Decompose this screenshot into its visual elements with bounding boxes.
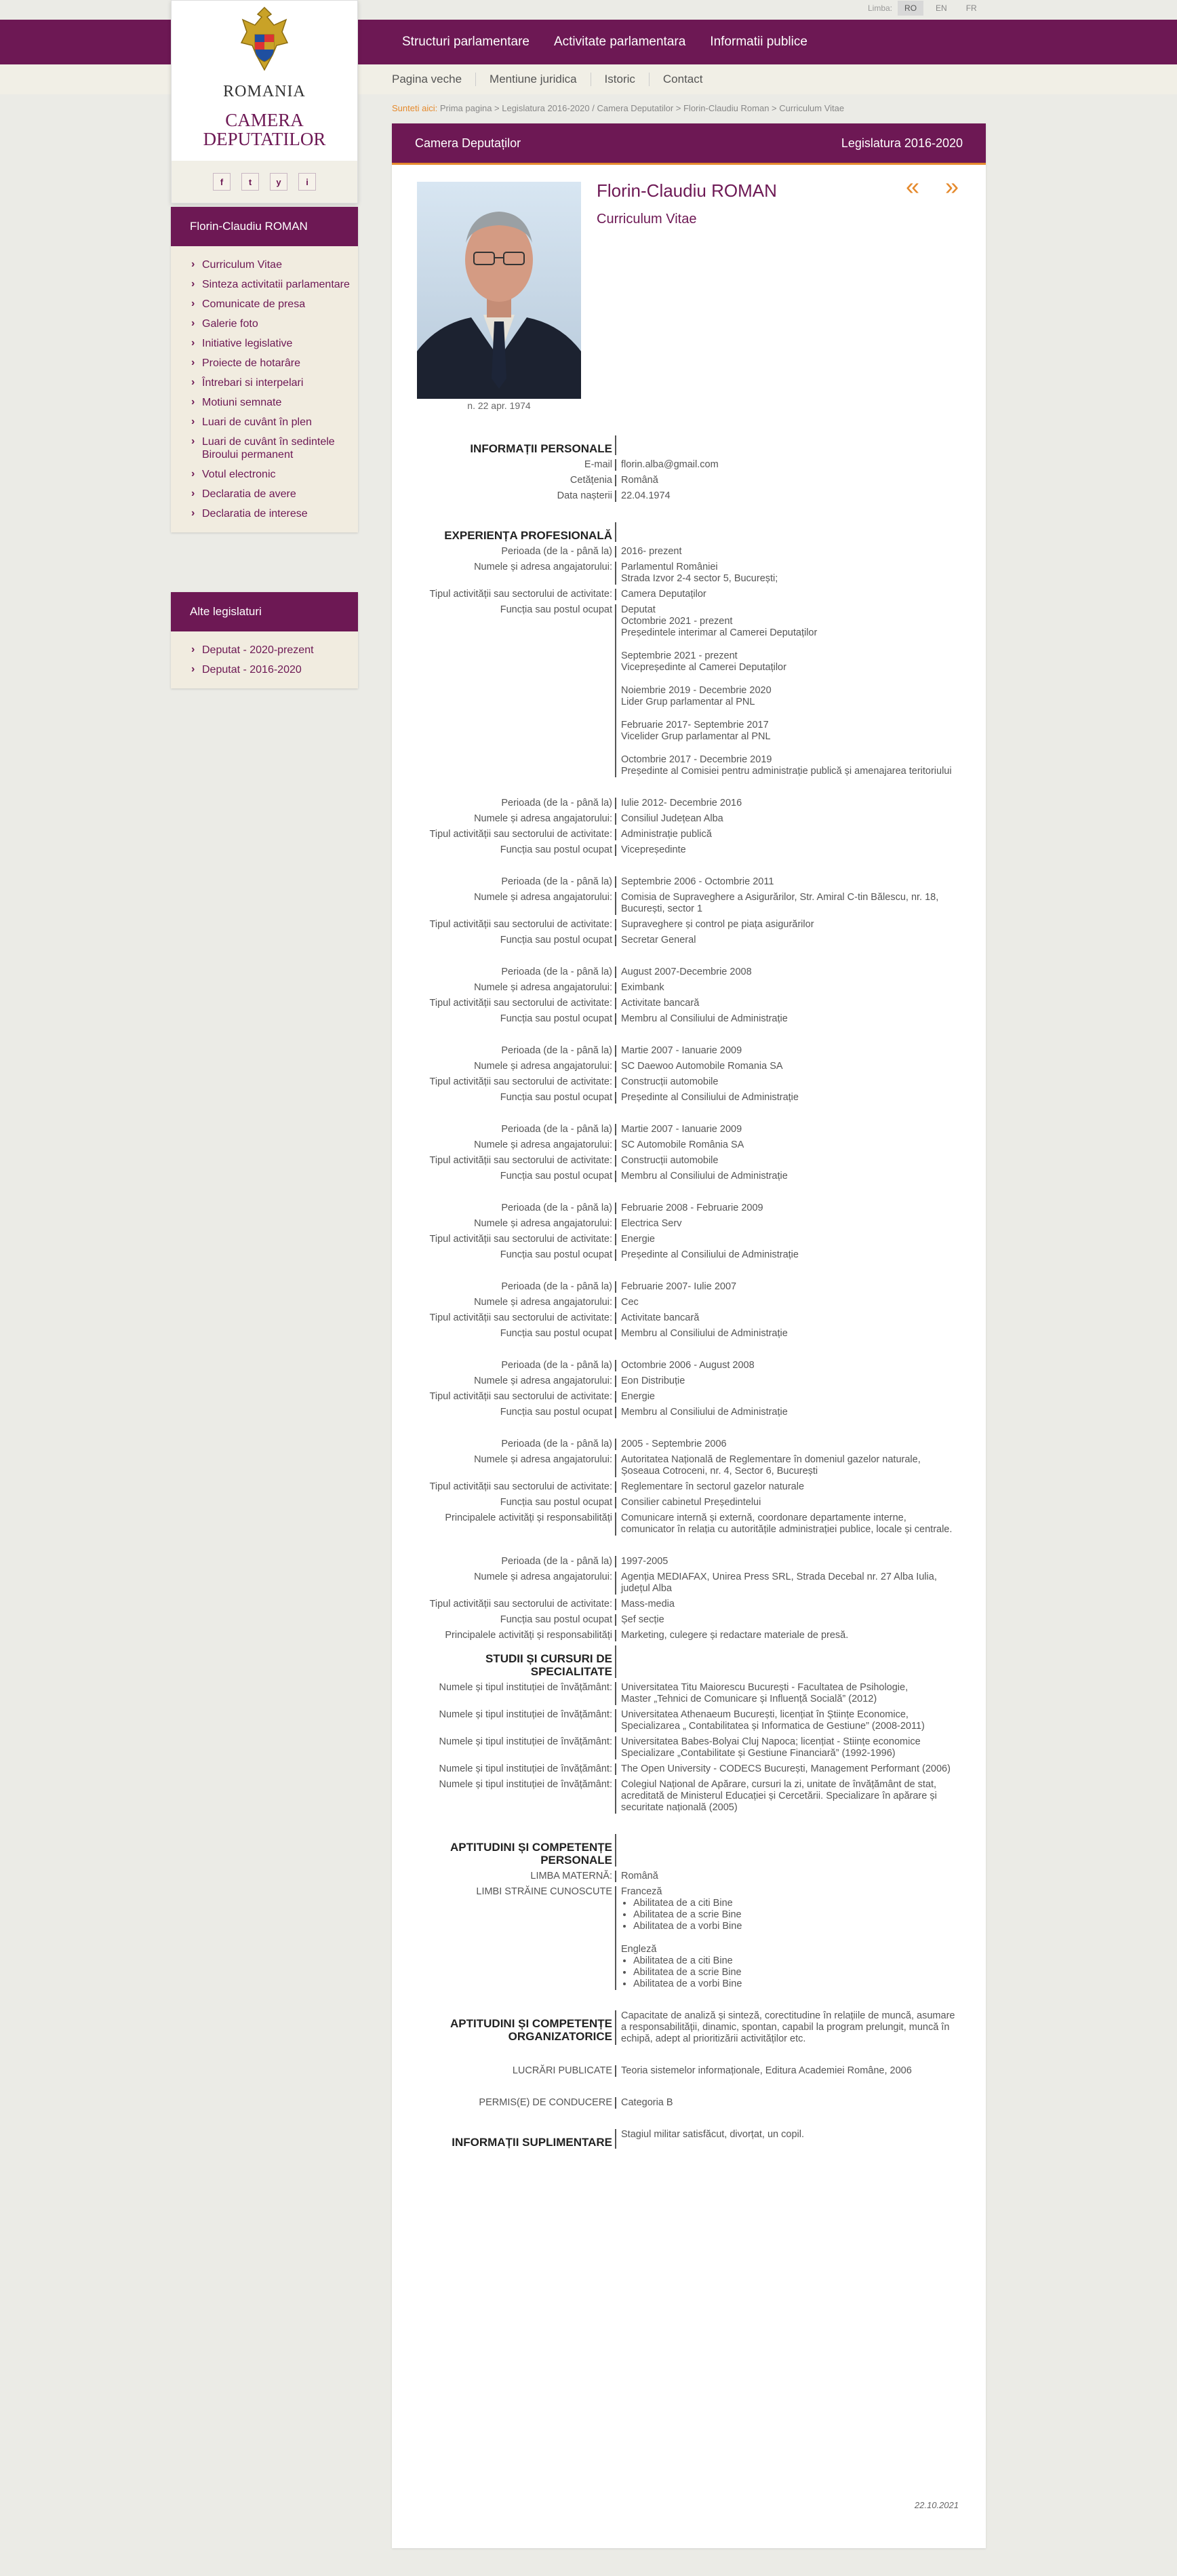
- cv-value: 22.04.1974: [621, 490, 671, 501]
- cv-label: Numele și adresa angajatorului:: [474, 1454, 612, 1465]
- cv-row: [419, 1328, 961, 1340]
- cv-row: [419, 876, 961, 888]
- cv-row: [419, 1709, 961, 1732]
- cv-value: Martie 2007 - Ianuarie 2009: [621, 1124, 742, 1135]
- cv-row: [419, 1124, 961, 1135]
- cv-label: Numele și adresa angajatorului:: [474, 892, 612, 903]
- language-skill: • Abilitatea de a scrie Bine: [633, 1909, 957, 1921]
- cv-value: SC Automobile România SA: [621, 1139, 744, 1150]
- cv-section-header: [419, 2010, 961, 2045]
- language-name: Engleză: [621, 1944, 657, 1955]
- cv-value: SC Daewoo Automobile Romania SA: [621, 1061, 783, 1072]
- cv-row: [419, 1249, 961, 1261]
- panel-header-left: Camera Deputaților: [415, 136, 521, 150]
- cv-row: [419, 1439, 961, 1450]
- cv-row: [419, 1076, 961, 1088]
- sidebar-item[interactable]: › Sinteza activitatii parlamentare: [191, 275, 358, 295]
- page-subtitle: Curriculum Vitae: [597, 212, 697, 227]
- cv-value: Februarie 2008 - Februarie 2009: [621, 1203, 763, 1213]
- logo-institution: CAMERA DEPUTATILOR: [203, 110, 326, 149]
- cv-row: [419, 589, 961, 600]
- cv-label: Tipul activității sau sectorului de activitate:: [429, 998, 612, 1009]
- cv-value: Categoria B: [621, 2097, 673, 2108]
- cv-label: Tipul activității sau sectorului de activitate:: [429, 1155, 612, 1166]
- cv-row: [419, 1375, 961, 1387]
- cv-value: Președinte al Consiliului de Administrație: [621, 1249, 799, 1260]
- youtube-icon[interactable]: y: [270, 173, 287, 191]
- cv-label: Numele și adresa angajatorului:: [474, 1218, 612, 1229]
- cv-label: Funcția sau postul ocupat: [500, 1407, 612, 1418]
- cv-label: Numele și tipul instituției de învățământ:: [439, 1779, 612, 1790]
- cv-row: [419, 1572, 961, 1595]
- cv-label: Tipul activității sau sectorului de activitate:: [429, 919, 612, 930]
- social-links: [172, 161, 357, 203]
- cv-row: [419, 1481, 961, 1493]
- nav-contact[interactable]: Contact: [649, 73, 717, 86]
- cv-row: [419, 1513, 961, 1536]
- cv-row: [419, 829, 961, 840]
- cv-row: [419, 1013, 961, 1025]
- sidebar-item[interactable]: › Proiecte de hotarâre: [191, 354, 358, 374]
- cv-value: Marketing, culegere și redactare materiale de presă.: [621, 1630, 849, 1641]
- breadcrumb-label: Sunteti aici:: [392, 103, 438, 113]
- breadcrumb: [392, 103, 844, 113]
- cv-row: [419, 1454, 961, 1477]
- cv-value: Energie: [621, 1234, 655, 1245]
- cv-label: Numele și tipul instituției de învățământ:: [439, 1709, 612, 1720]
- cv-value: Construcții automobile: [621, 1155, 719, 1166]
- cv-value: Octombrie 2006 - August 2008: [621, 1360, 755, 1371]
- cv-label: Perioada (de la - până la): [501, 798, 612, 808]
- deputy-name: Florin-Claudiu ROMAN: [597, 180, 777, 201]
- cv-value: 2016- prezent: [621, 546, 682, 557]
- sidebar-item[interactable]: › Declaratia de avere: [191, 485, 358, 505]
- sidebar-item[interactable]: › Curriculum Vitae: [191, 256, 358, 275]
- cv-value: Membru al Consiliului de Administrație: [621, 1328, 788, 1339]
- nav-informatii-publice[interactable]: Informatii publice: [710, 35, 807, 49]
- cv-label: Numele și tipul instituției de învățământ:: [439, 1682, 612, 1693]
- sidebar-item[interactable]: › Motiuni semnate: [191, 393, 358, 413]
- cv-label: Numele și tipul instituției de învățământ:: [439, 1736, 612, 1747]
- cv-label: Tipul activității sau sectorului de activitate:: [429, 1481, 612, 1492]
- cv-label: Perioada (de la - până la): [501, 1203, 612, 1213]
- cv-value: Comunicare internă și externă, coordonare departamente interne, comunicator în relația cu autoritățile administrației publice, locale și centrale.: [621, 1513, 953, 1535]
- cv-label: Tipul activității sau sectorului de activitate:: [429, 1234, 612, 1245]
- cv-label: E-mail: [584, 459, 612, 470]
- sidebar-title: Florin-Claudiu ROMAN: [171, 207, 358, 246]
- lang-en[interactable]: EN: [936, 3, 947, 13]
- cv-label: Funcția sau postul ocupat: [500, 844, 612, 855]
- coat-of-arms-icon: [232, 5, 297, 79]
- cv-row: [419, 1556, 961, 1567]
- cv-value: [618, 1645, 957, 1678]
- cv-value: Administrație publică: [621, 829, 712, 840]
- cv-label: Numele și tipul instituției de învățământ:: [439, 1763, 612, 1774]
- cv-label: Tipul activității sau sectorului de activitate:: [429, 589, 612, 600]
- cv-row: [419, 1391, 961, 1403]
- cv-row: [419, 1871, 961, 1882]
- cv-row: [419, 844, 961, 856]
- cv-row: [419, 998, 961, 1009]
- update-date: 22.10.2021: [914, 2500, 959, 2510]
- cv-label: Numele și adresa angajatorului:: [474, 982, 612, 993]
- cv-label: Principalele activități și responsabilități: [445, 1630, 612, 1641]
- cv-value: Eon Distribuție: [621, 1375, 685, 1386]
- nav-istoric[interactable]: Istoric: [591, 73, 649, 86]
- cv-label: Perioada (de la - până la): [501, 1556, 612, 1567]
- cv-label: INFORMAȚII PERSONALE: [470, 442, 612, 455]
- legislatures-sidebar: [171, 592, 358, 688]
- cv-row: [419, 2065, 961, 2077]
- cv-value: Construcții automobile: [621, 1076, 719, 1087]
- cv-value: Septembrie 2006 - Octombrie 2011: [621, 876, 774, 887]
- cv-row: [419, 1599, 961, 1610]
- cv-label: Funcția sau postul ocupat: [500, 1171, 612, 1182]
- deputy-photo: [417, 182, 581, 399]
- sidebar-item[interactable]: › Initiative legislative: [191, 334, 358, 354]
- cv-value: Electrica Serv: [621, 1218, 682, 1229]
- cv-row: [419, 935, 961, 946]
- language-selector: [868, 0, 989, 16]
- instagram-icon[interactable]: i: [298, 173, 316, 191]
- cv-label: APTITUDINI ȘI COMPETENȚE ORGANIZATORICE: [450, 2017, 612, 2043]
- facebook-icon[interactable]: f: [213, 173, 231, 191]
- cv-row: [419, 1139, 961, 1151]
- cv-label: Tipul activității sau sectorului de activitate:: [429, 1391, 612, 1402]
- cv-label: Numele și adresa angajatorului:: [474, 813, 612, 824]
- cv-value: Română: [621, 475, 658, 486]
- prev-next-arrows[interactable]: « »: [906, 172, 969, 200]
- cv-row: [419, 1203, 961, 1214]
- cv-section-header: [419, 435, 961, 455]
- cv-row: [419, 982, 961, 994]
- cv-label: Funcția sau postul ocupat: [500, 1614, 612, 1625]
- curriculum-vitae: [419, 435, 961, 2153]
- panel-accent-bar: [392, 163, 986, 165]
- cv-label: Tipul activității sau sectorului de activitate:: [429, 1312, 612, 1323]
- cv-section-header: [419, 522, 961, 542]
- cv-label: Cetățenia: [570, 475, 612, 486]
- cv-value: Autoritatea Națională de Reglementare în domeniul gazelor naturale, Șoseaua Cotroceni, nr. 4, Sector 6, București: [621, 1454, 921, 1477]
- lang-ro[interactable]: RO: [898, 1, 923, 16]
- cv-value: Comisia de Supraveghere a Asigurărilor, Str. Amiral C-tin Bălescu, nr. 18, București, sector 1: [621, 892, 939, 914]
- sidebar-item[interactable]: › Întrebari si interpelari: [191, 374, 358, 393]
- cv-row: [419, 1234, 961, 1245]
- language-skill: • Abilitatea de a vorbi Bine: [633, 1978, 957, 1990]
- cv-label: Funcția sau postul ocupat: [500, 1328, 612, 1339]
- cv-value: florin.alba@gmail.com: [621, 459, 719, 470]
- cv-label: PERMIS(E) DE CONDUCERE: [479, 2097, 612, 2108]
- cv-label: Funcția sau postul ocupat: [500, 1249, 612, 1260]
- sidebar-item[interactable]: › Luari de cuvânt în plen: [191, 413, 358, 433]
- cv-row: [419, 813, 961, 825]
- cv-value: Parlamentul României Strada Izvor 2-4 sector 5, București;: [621, 562, 778, 584]
- cv-value: Universitatea Babes-Bolyai Cluj Napoca; licențiat - Stiințe economice Specializare „Contabilitate și Gestiune Financiară” (1992-1996): [621, 1736, 921, 1759]
- cv-value: Universitatea Titu Maiorescu București - Facultatea de Psihologie, Master „Tehnici de Comunicare și Influență Socială” (2012): [621, 1682, 909, 1704]
- cv-label: Numele și adresa angajatorului:: [474, 1297, 612, 1308]
- cv-row: [419, 1092, 961, 1104]
- cv-row: [419, 546, 961, 558]
- language-skill: • Abilitatea de a citi Bine: [633, 1955, 957, 1967]
- cv-label: Numele și adresa angajatorului:: [474, 1375, 612, 1386]
- photo-caption: n. 22 apr. 1974: [467, 400, 531, 411]
- cv-row: [419, 1682, 961, 1705]
- cv-label: Data nașterii: [557, 490, 612, 501]
- cv-row: [419, 1360, 961, 1371]
- cv-label: APTITUDINI ȘI COMPETENȚE PERSONALE: [450, 1841, 612, 1867]
- cv-row: [419, 1171, 961, 1182]
- cv-row: [419, 1497, 961, 1508]
- main-navigation: [402, 20, 832, 64]
- cv-value: [618, 1886, 957, 1990]
- cv-row: [419, 459, 961, 471]
- cv-row: [419, 1155, 961, 1167]
- cv-row: [419, 1779, 961, 1814]
- cv-label: Funcția sau postul ocupat: [500, 604, 612, 615]
- cv-value: Consiliul Județean Alba: [621, 813, 723, 824]
- sidebar-item[interactable]: › Declaratia de interese: [191, 505, 358, 524]
- cv-value: Supraveghere și control pe piața asigurărilor: [621, 919, 814, 930]
- deputy-sidebar: [171, 207, 358, 532]
- cv-label: LIMBI STRĂINE CUNOSCUTE: [476, 1886, 612, 1897]
- cv-label: Perioada (de la - până la): [501, 1439, 612, 1449]
- nav-structuri-parlamentare[interactable]: Structuri parlamentare: [402, 35, 530, 49]
- cv-value: Februarie 2007- Iulie 2007: [621, 1281, 737, 1292]
- panel-header: [392, 123, 986, 163]
- cv-value: Activitate bancară: [621, 998, 700, 1009]
- cv-row: [419, 1886, 961, 1990]
- cv-label: Numele și adresa angajatorului:: [474, 1572, 612, 1582]
- cv-row: [419, 1312, 961, 1324]
- cv-value: Mass-media: [621, 1599, 675, 1609]
- twitter-icon[interactable]: t: [241, 173, 259, 191]
- cv-row: [419, 1281, 961, 1293]
- breadcrumb-path[interactable]: Prima pagina > Legislatura 2016-2020 / Camera Deputatilor > Florin-Claudiu Roman > Curriculum Vitae: [439, 103, 845, 113]
- cv-value: Vicepreședinte: [621, 844, 686, 855]
- sidebar-item[interactable]: › Luari de cuvânt în sedintele Biroului permanent: [191, 433, 358, 465]
- cv-label: INFORMAȚII SUPLIMENTARE: [452, 2136, 612, 2149]
- cv-value: Teoria sistemelor informaționale, Editura Academiei Române, 2006: [621, 2065, 912, 2076]
- cv-value: Română: [621, 1871, 658, 1881]
- cv-label: EXPERIENȚA PROFESIONALĂ: [444, 529, 612, 542]
- cv-section-header: [419, 1645, 961, 1678]
- lang-fr[interactable]: FR: [965, 3, 977, 13]
- cv-value: [618, 1834, 957, 1867]
- cv-row: [419, 1630, 961, 1641]
- cv-label: Funcția sau postul ocupat: [500, 1497, 612, 1508]
- cv-label: Numele și adresa angajatorului:: [474, 562, 612, 572]
- language-skill: • Abilitatea de a scrie Bine: [633, 1967, 957, 1978]
- cv-label: Perioada (de la - până la): [501, 967, 612, 977]
- nav-activitate-parlamentara[interactable]: Activitate parlamentara: [553, 35, 686, 49]
- cv-label: Perioada (de la - până la): [501, 1045, 612, 1056]
- cv-value: The Open University - CODECS București, Management Performant (2006): [621, 1763, 951, 1774]
- cv-value: 2005 - Septembrie 2006: [621, 1439, 727, 1449]
- cv-value: Capacitate de analiză și sinteză, corectitudine în relațiile de muncă, asumare a responsabilității, dinamic, spontan, capabil la program prelungit, muncă în echipă, adept al prioritizării activităților etc.: [621, 2010, 955, 2044]
- language-skills: [621, 1898, 957, 1932]
- cv-row: [419, 1297, 961, 1308]
- cv-value: Reglementare în sectorul gazelor naturale: [621, 1481, 805, 1492]
- cv-value: Stagiul militar satisfăcut, divorțat, un copil.: [621, 2129, 804, 2140]
- cv-value: Șef secție: [621, 1614, 664, 1625]
- language-name: Franceză: [621, 1886, 662, 1897]
- cv-value: [618, 522, 957, 542]
- legislatures-menu: [171, 631, 358, 688]
- cv-row: [419, 1614, 961, 1626]
- cv-label: Tipul activității sau sectorului de activitate:: [429, 1076, 612, 1087]
- cv-row: [419, 1218, 961, 1230]
- panel-header-right: Legislatura 2016-2020: [841, 136, 963, 150]
- cv-value: Președinte al Consiliului de Administrație: [621, 1092, 799, 1103]
- cv-value: Secretar General: [621, 935, 696, 945]
- cv-row: [419, 490, 961, 502]
- cv-value: August 2007-Decembrie 2008: [621, 967, 752, 977]
- legislature-item[interactable]: › Deputat - 2020-prezent: [191, 641, 358, 661]
- cv-label: Numele și adresa angajatorului:: [474, 1139, 612, 1150]
- cv-row: [419, 2097, 961, 2109]
- language-label: Limba:: [868, 3, 893, 13]
- cv-row: [419, 967, 961, 978]
- cv-value: Colegiul Național de Apărare, cursuri la zi, unitate de învățământ de stat, acreditată de Ministerul Educației și Cercetării. Specializare în apărare și securitate națională (2005): [621, 1779, 937, 1813]
- cv-row: [419, 1736, 961, 1759]
- cv-section-header: [419, 1834, 961, 1867]
- cv-value: Camera Deputaților: [621, 589, 706, 600]
- legislature-item[interactable]: › Deputat - 2016-2020: [191, 661, 358, 680]
- language-skill: • Abilitatea de a citi Bine: [633, 1898, 957, 1909]
- language-skill: • Abilitatea de a vorbi Bine: [633, 1921, 957, 1932]
- logo-country: ROMANIA: [223, 83, 306, 100]
- cv-label: Funcția sau postul ocupat: [500, 935, 612, 945]
- cv-value: Deputat Octombrie 2021 - prezent Președintele interimar al Camerei Deputaților Septembrie 2021 - prezent Vicepreședinte al Camerei Deputaților Noiembrie 2019 - Decembrie 2020 Lider Grup parlamentar al PNL Februarie 2017- Septembrie 2017 Vicelider Grup parlamentar al PNL Octombrie 2017 - Decembrie 2019 Președinte al Comisiei pentru administrație publică și amenajarea teritoriului: [621, 604, 952, 777]
- cv-value: Activitate bancară: [621, 1312, 700, 1323]
- cv-row: [419, 1045, 961, 1057]
- cv-value: Membru al Consiliului de Administrație: [621, 1013, 788, 1024]
- cv-value: 1997-2005: [621, 1556, 669, 1567]
- cv-value: Agenția MEDIAFAX, Unirea Press SRL, Strada Decebal nr. 27 Alba Iulia, județul Alba: [621, 1572, 937, 1594]
- secondary-navigation: [392, 64, 716, 94]
- cv-label: Perioada (de la - până la): [501, 1360, 612, 1371]
- sidebar-menu: [171, 246, 358, 532]
- cv-row: [419, 1407, 961, 1418]
- cv-value: Energie: [621, 1391, 655, 1402]
- cv-value: Membru al Consiliului de Administrație: [621, 1171, 788, 1182]
- cv-label: STUDII ȘI CURSURI DE SPECIALITATE: [485, 1652, 612, 1678]
- cv-value: Membru al Consiliului de Administrație: [621, 1407, 788, 1418]
- nav-mentiune-juridica[interactable]: Mentiune juridica: [475, 73, 591, 86]
- cv-row: [419, 919, 961, 931]
- cv-label: Perioada (de la - până la): [501, 1124, 612, 1135]
- cv-row: [419, 1763, 961, 1775]
- cv-label: Tipul activității sau sectorului de activitate:: [429, 1599, 612, 1609]
- cv-label: Principalele activități și responsabilități: [445, 1513, 612, 1523]
- cv-value: Universitatea Athenaeum București, licențiat în Științe Economice, Specializarea „ Contabilitatea și Informatica de Gestiune” (2008-2011): [621, 1709, 925, 1732]
- cv-label: Funcția sau postul ocupat: [500, 1013, 612, 1024]
- site-logo[interactable]: [171, 0, 358, 203]
- cv-row: [419, 1061, 961, 1072]
- legislatures-title: Alte legislaturi: [171, 592, 358, 631]
- cv-section-header: [419, 2129, 961, 2149]
- cv-row: [419, 892, 961, 915]
- cv-row: [419, 604, 961, 777]
- cv-panel: [392, 123, 986, 2548]
- sidebar-item[interactable]: › Galerie foto: [191, 315, 358, 334]
- cv-label: Perioada (de la - până la): [501, 876, 612, 887]
- cv-value: Iulie 2012- Decembrie 2016: [621, 798, 742, 808]
- cv-row: [419, 475, 961, 486]
- cv-label: Tipul activității sau sectorului de activitate:: [429, 829, 612, 840]
- cv-label: Perioada (de la - până la): [501, 546, 612, 557]
- cv-label: LIMBA MATERNĂ:: [530, 1871, 612, 1881]
- language-skills: [621, 1955, 957, 1990]
- cv-value: Consilier cabinetul Președintelui: [621, 1497, 761, 1508]
- cv-row: [419, 562, 961, 585]
- cv-label: Perioada (de la - până la): [501, 1281, 612, 1292]
- sidebar-item[interactable]: › Votul electronic: [191, 465, 358, 485]
- sidebar-item[interactable]: › Comunicate de presa: [191, 295, 358, 315]
- cv-label: LUCRĂRI PUBLICATE: [512, 2065, 612, 2076]
- cv-value: [618, 435, 957, 455]
- cv-label: Funcția sau postul ocupat: [500, 1092, 612, 1103]
- cv-value: Cec: [621, 1297, 639, 1308]
- cv-value: Eximbank: [621, 982, 664, 993]
- cv-value: Martie 2007 - Ianuarie 2009: [621, 1045, 742, 1056]
- nav-pagina-veche[interactable]: Pagina veche: [392, 73, 462, 85]
- cv-row: [419, 798, 961, 809]
- cv-label: Numele și adresa angajatorului:: [474, 1061, 612, 1072]
